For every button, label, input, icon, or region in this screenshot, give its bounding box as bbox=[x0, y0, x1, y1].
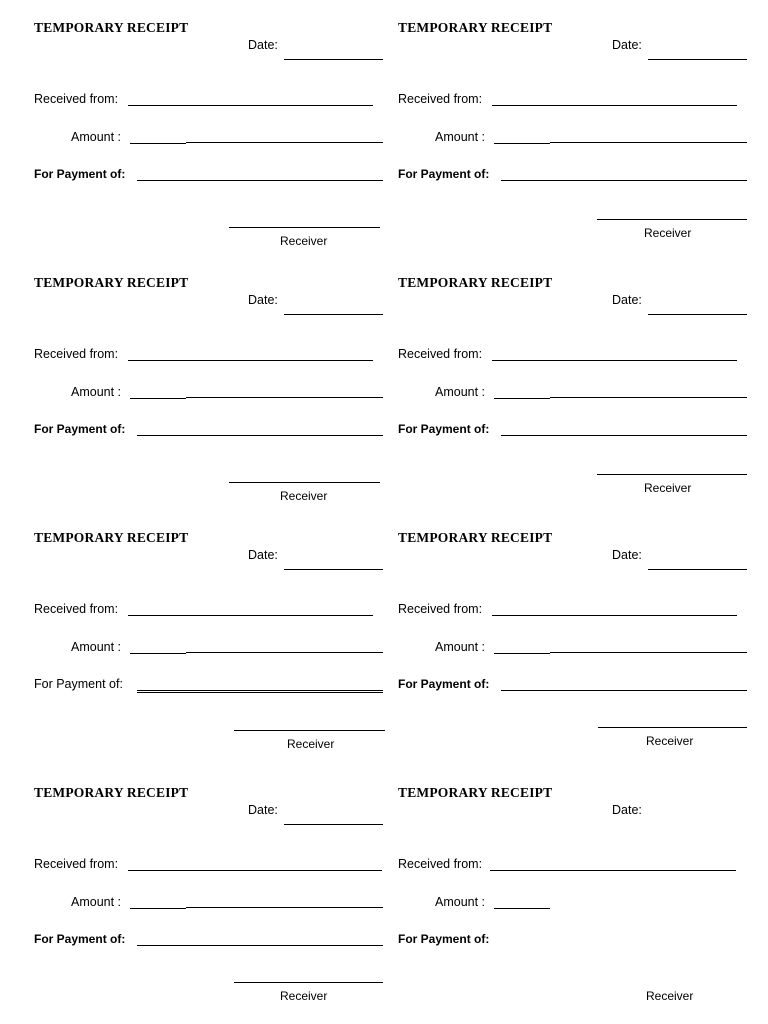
receipt-title: TEMPORARY RECEIPT bbox=[34, 530, 189, 545]
receiver-signature-line[interactable] bbox=[234, 730, 385, 731]
amount-extension-line bbox=[550, 652, 747, 653]
receiver-label: Receiver bbox=[280, 989, 328, 1003]
payment-label: For Payment of: bbox=[398, 677, 490, 691]
receipt-card bbox=[398, 255, 748, 495]
payment-label: For Payment of: bbox=[34, 932, 126, 946]
date-label: Date: bbox=[248, 548, 278, 562]
date-label: Date: bbox=[248, 293, 278, 307]
payment-field-line[interactable] bbox=[501, 180, 747, 181]
received-from-field-line[interactable] bbox=[128, 615, 373, 616]
received-from-label: Received from: bbox=[34, 602, 119, 616]
receipt-title: TEMPORARY RECEIPT bbox=[34, 785, 189, 800]
received-from-field-line[interactable] bbox=[492, 360, 737, 361]
payment-label: For Payment of: bbox=[34, 167, 126, 181]
amount-label: Amount : bbox=[435, 895, 486, 909]
payment-label: For Payment of: bbox=[398, 422, 490, 436]
receipt-title: TEMPORARY RECEIPT bbox=[34, 20, 189, 35]
date-field-line[interactable] bbox=[648, 314, 747, 315]
payment-field-line[interactable] bbox=[137, 180, 383, 181]
receiver-label: Receiver bbox=[280, 234, 328, 248]
received-from-field-line[interactable] bbox=[128, 360, 373, 361]
amount-field-line[interactable] bbox=[494, 653, 550, 654]
amount-label: Amount : bbox=[71, 130, 122, 144]
date-label: Date: bbox=[248, 38, 278, 52]
payment-field-line[interactable] bbox=[501, 435, 747, 436]
amount-extension-line bbox=[186, 652, 383, 653]
amount-field-line[interactable] bbox=[494, 143, 550, 144]
amount-extension-line bbox=[186, 142, 383, 143]
amount-label: Amount : bbox=[435, 385, 486, 399]
receiver-signature-line[interactable] bbox=[229, 482, 380, 483]
amount-label: Amount : bbox=[435, 640, 486, 654]
receipt-card bbox=[398, 0, 748, 240]
payment-field-line[interactable] bbox=[137, 690, 383, 691]
received-from-label: Received from: bbox=[34, 347, 119, 361]
receiver-signature-line[interactable] bbox=[229, 227, 380, 228]
receipt-card bbox=[398, 510, 748, 750]
payment-label: For Payment of: bbox=[398, 167, 490, 181]
receiver-label: Receiver bbox=[644, 481, 692, 495]
payment-field-line[interactable] bbox=[501, 690, 747, 691]
received-from-label: Received from: bbox=[398, 857, 483, 871]
received-from-label: Received from: bbox=[34, 857, 119, 871]
date-field-line[interactable] bbox=[284, 824, 383, 825]
date-label: Date: bbox=[612, 38, 642, 52]
receiver-label: Receiver bbox=[280, 489, 328, 503]
received-from-label: Received from: bbox=[398, 602, 483, 616]
amount-extension-line bbox=[186, 907, 383, 908]
date-field-line[interactable] bbox=[284, 59, 383, 60]
amount-field-line[interactable] bbox=[130, 908, 186, 909]
amount-field-line[interactable] bbox=[130, 653, 186, 654]
payment-field-line[interactable] bbox=[137, 945, 383, 946]
amount-label: Amount : bbox=[435, 130, 486, 144]
payment-label: For Payment of: bbox=[34, 677, 123, 691]
receipt-title: TEMPORARY RECEIPT bbox=[34, 275, 189, 290]
receiver-signature-line[interactable] bbox=[597, 219, 747, 220]
received-from-field-line[interactable] bbox=[492, 105, 737, 106]
amount-field-line[interactable] bbox=[130, 398, 186, 399]
received-from-field-line[interactable] bbox=[128, 105, 373, 106]
receipt-card bbox=[34, 510, 384, 750]
receipt-title: TEMPORARY RECEIPT bbox=[398, 20, 553, 35]
amount-label: Amount : bbox=[71, 895, 122, 909]
receiver-label: Receiver bbox=[646, 989, 694, 1003]
amount-label: Amount : bbox=[71, 385, 122, 399]
received-from-field-line[interactable] bbox=[128, 870, 382, 871]
receipt-card bbox=[34, 765, 384, 1005]
receiver-label: Receiver bbox=[646, 734, 694, 748]
receipt-card bbox=[34, 255, 384, 503]
amount-extension-line bbox=[186, 397, 383, 398]
amount-field-line[interactable] bbox=[494, 398, 550, 399]
receiver-signature-line[interactable] bbox=[597, 474, 747, 475]
receipt-title: TEMPORARY RECEIPT bbox=[398, 275, 553, 290]
receipt-card bbox=[34, 0, 384, 248]
date-label: Date: bbox=[248, 803, 278, 817]
receiver-signature-line[interactable] bbox=[234, 982, 383, 983]
received-from-field-line[interactable] bbox=[492, 615, 737, 616]
date-label: Date: bbox=[612, 803, 642, 817]
date-field-line[interactable] bbox=[284, 314, 383, 315]
amount-field-line[interactable] bbox=[494, 908, 550, 909]
receiver-label: Receiver bbox=[644, 226, 692, 240]
payment-label: For Payment of: bbox=[34, 422, 126, 436]
amount-extension-line bbox=[550, 142, 747, 143]
payment-label: For Payment of: bbox=[398, 932, 490, 946]
date-field-line[interactable] bbox=[648, 569, 747, 570]
date-label: Date: bbox=[612, 548, 642, 562]
receiver-signature-line[interactable] bbox=[598, 727, 747, 728]
receipt-title: TEMPORARY RECEIPT bbox=[398, 530, 553, 545]
receipt-title: TEMPORARY RECEIPT bbox=[398, 785, 553, 800]
received-from-label: Received from: bbox=[398, 347, 483, 361]
receipt-card bbox=[398, 765, 748, 1005]
amount-label: Amount : bbox=[71, 640, 122, 654]
received-from-label: Received from: bbox=[398, 92, 483, 106]
date-field-line[interactable] bbox=[648, 59, 747, 60]
amount-extension-line bbox=[550, 397, 747, 398]
receiver-label: Receiver bbox=[287, 737, 335, 751]
payment-field-line[interactable] bbox=[137, 435, 383, 436]
received-from-label: Received from: bbox=[34, 92, 119, 106]
date-label: Date: bbox=[612, 293, 642, 307]
date-field-line[interactable] bbox=[284, 569, 383, 570]
received-from-field-line[interactable] bbox=[490, 870, 736, 871]
amount-field-line[interactable] bbox=[130, 143, 186, 144]
